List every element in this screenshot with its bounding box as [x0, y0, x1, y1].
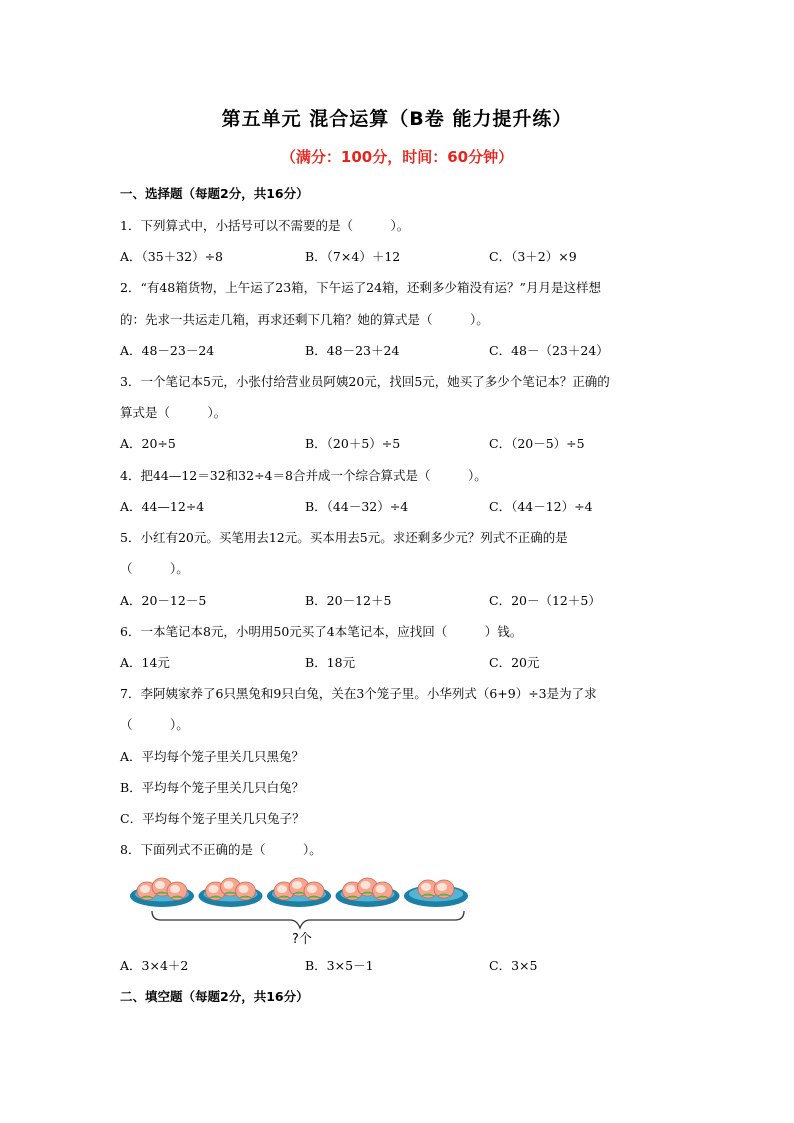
question-6-text: 6．一本笔记本8元，小明用50元买了4本笔记本，应找回（ ）钱。: [120, 624, 523, 639]
question-6-option-c: C．20元: [489, 655, 540, 670]
question-1-text: 1．下列算式中，小括号可以不需要的是（ ）。: [120, 218, 410, 233]
question-1-option-a: A．（35＋32）÷8: [120, 249, 224, 264]
question-8-option-c: C．3×5: [489, 958, 538, 973]
question-4-text: 4．把44—12＝32和32÷4＝8合并成一个综合算式是（ ）。: [120, 468, 487, 483]
question-7-text-line2: （ ）。: [120, 717, 189, 732]
question-5-option-c: C．20－（12＋5）: [489, 593, 601, 608]
question-6-option-b: B．18元: [305, 655, 356, 670]
question-3-text-line1: 3．一个笔记本5元，小张付给营业员阿姨20元，找回5元，她买了多少个笔记本？正确的: [120, 374, 610, 389]
peach-5-2: [434, 880, 454, 898]
question-7-option-a: A．平均每个笼子里关几只黑兔？: [120, 749, 305, 764]
question-2-option-b: B．48－23＋24: [305, 343, 400, 358]
question-2-option-a: A．48－23－24: [120, 343, 215, 358]
brace: [152, 911, 464, 928]
page-title: 第五单元 混合运算（B卷 能力提升练）: [221, 108, 573, 130]
question-3-option-a: A．20÷5: [120, 436, 176, 451]
question-2-option-c: C．48－（23＋24）: [489, 343, 609, 358]
peach-plates-figure: [125, 868, 480, 948]
question-7-option-b: B．平均每个笼子里关几只白兔？: [120, 780, 305, 795]
peach-1-3: [167, 882, 187, 900]
question-8-text: 8．下面列式不正确的是（ ）。: [120, 842, 322, 857]
question-5-text-line2: （ ）。: [120, 561, 189, 576]
peach-3-3: [304, 882, 324, 900]
question-7-option-c: C．平均每个笼子里关几只兔子？: [120, 811, 305, 826]
question-6-option-a: A．14元: [120, 655, 170, 670]
question-2-text-line1: 2．“有48箱货物，上午运了23箱，下午运了24箱，还剩多少箱没有运？”月月是这样想: [120, 280, 601, 295]
question-2-text-line2: 的：先求一共运走几箱，再求还剩下几箱？她的算式是（ ）。: [120, 312, 489, 327]
question-1-option-c: C．（3＋2）×9: [489, 249, 577, 264]
question-3-text-line2: 算式是（ ）。: [120, 405, 227, 420]
question-3-option-c: C．（20－5）÷5: [489, 436, 585, 451]
page-subtitle: （满分：100分，时间：60分钟）: [280, 148, 514, 166]
section-title-choice: 一、选择题（每题2分，共16分）: [120, 186, 309, 201]
question-5-option-b: B．20－12＋5: [305, 593, 392, 608]
question-3-option-b: B．（20＋5）÷5: [305, 436, 401, 451]
question-4-option-a: A．44—12÷4: [120, 499, 205, 514]
question-8-option-b: B．3×5－1: [305, 958, 374, 973]
question-5-text-line1: 5．小红有20元。买笔用去12元。买本用去5元。求还剩多少元？列式不正确的是: [120, 530, 568, 545]
question-8-option-a: A．3×4＋2: [120, 958, 189, 973]
question-5-option-a: A．20－12－5: [120, 593, 207, 608]
question-4-option-c: C．（44－12）÷4: [489, 499, 593, 514]
figure-label: ?个: [292, 932, 312, 947]
peach-4-3: [373, 882, 393, 900]
question-7-text-line1: 7．李阿姨家养了6只黑兔和9只白兔，关在3个笼子里。小华列式（6+9）÷3是为了求: [120, 686, 597, 701]
section-title-fill: 二、填空题（每题2分，共16分）: [120, 989, 309, 1004]
question-4-option-b: B．（44－32）÷4: [305, 499, 409, 514]
plates-group: [130, 878, 468, 907]
peach-2-3: [236, 882, 256, 900]
question-1-option-b: B．（7×4）＋12: [305, 249, 401, 264]
